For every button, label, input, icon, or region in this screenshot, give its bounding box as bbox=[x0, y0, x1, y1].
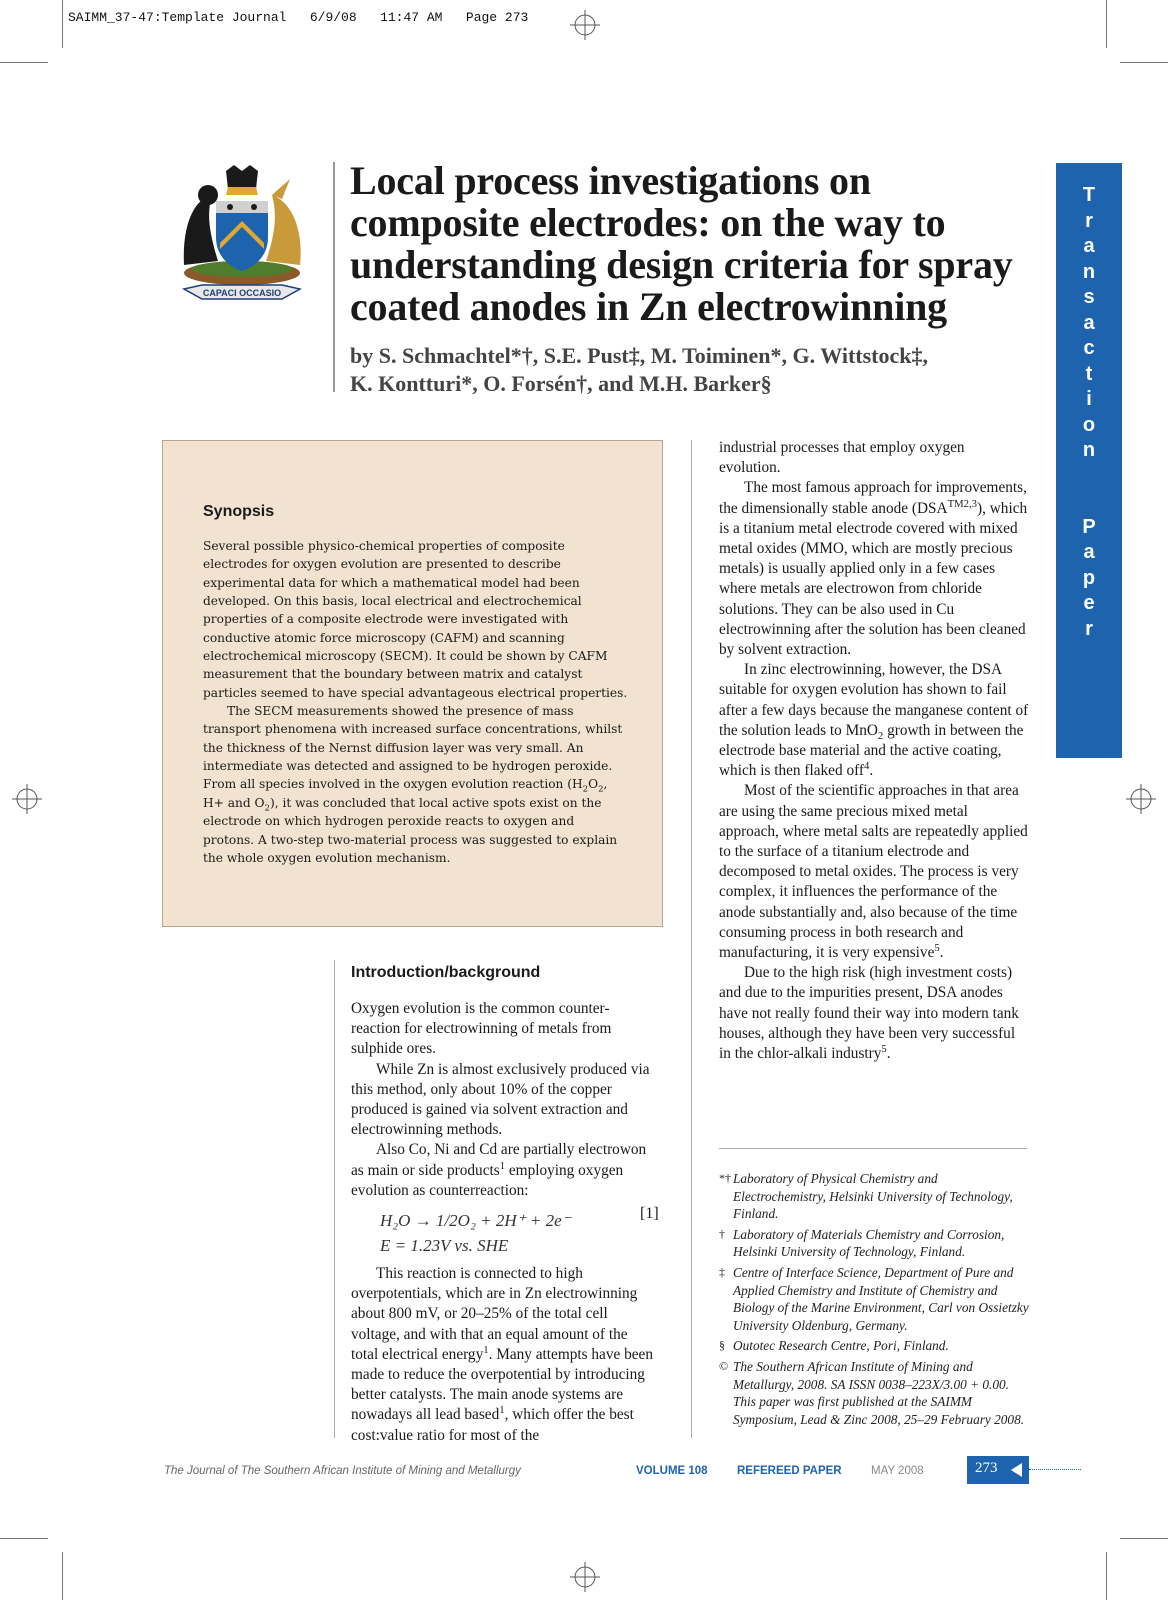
side-tab-letter bbox=[1056, 489, 1122, 515]
right-column-text bbox=[719, 438, 1029, 1064]
side-tab-letter: n bbox=[1082, 439, 1096, 461]
slug-file: SAIMM_37-47:Template Journal bbox=[68, 10, 287, 25]
footer-date: MAY 2008 bbox=[871, 1465, 924, 1477]
footnote: § Outotec Research Centre, Pori, Finland. bbox=[719, 1338, 949, 1354]
side-tab-letter: p bbox=[1082, 566, 1096, 589]
registration-mark-icon bbox=[570, 1562, 600, 1592]
side-tab-letter: s bbox=[1083, 286, 1095, 308]
crop-mark bbox=[0, 1538, 48, 1539]
crop-mark bbox=[1106, 0, 1107, 48]
crop-mark bbox=[62, 0, 63, 48]
print-slug bbox=[68, 10, 528, 25]
title-rule bbox=[333, 162, 335, 392]
side-tab-letter: n bbox=[1082, 260, 1096, 283]
registration-mark-icon bbox=[12, 784, 42, 814]
side-tab-letter: T bbox=[1082, 184, 1096, 206]
crop-mark bbox=[62, 1552, 63, 1600]
body-paragraph: The most famous approach for improvements, the dimensionally stable anode $(DSA^{TM2,3})$, which is a titanium metal electrode covered with mixed metal oxides (MMO, which are mostly precious metals) is usually applied only in a few cases where metals are electrowon from chloride solutions. They can be also used in Cu electrowinning after the solution has been cleaned by solvent extraction. bbox=[719, 479, 1028, 659]
footnote: ‡ Centre of Interface Science, Department of Pure and Applied Chemistry and Institute of Chemistry and Biology of the Marine Environment, Carl von Ossietzky University Oldenburg, Germany. bbox=[719, 1264, 1029, 1333]
intro-text bbox=[351, 999, 656, 1201]
equation-line: H₂O → 1/2O₂ + 2H⁺ + 2e⁻ bbox=[380, 1211, 571, 1230]
author-line: K. Kontturi*, O. Forsén†, and M.H. Barker§ bbox=[350, 371, 772, 396]
side-tab-label bbox=[1056, 183, 1122, 642]
footnote: *† Laboratory of Physical Chemistry and Electrochemistry, Helsinki University of Technology, Finland. bbox=[719, 1171, 1013, 1222]
body-paragraph: In zinc electrowinning, however, the DSA suitable for oxygen evolution has shown to fail after a few days because the manganese content of the solution leads to MnO$_2$ growth in between the electrode base material and the active coating, which is then flaked off$^4$. bbox=[719, 661, 1029, 780]
equation-line: E = 1.23V vs. SHE bbox=[380, 1236, 509, 1255]
logo-motto: CAPACI OCCASIO bbox=[202, 288, 282, 298]
side-tab-letter: t bbox=[1085, 362, 1093, 385]
column-rule bbox=[334, 960, 335, 1438]
side-tab-letter: P bbox=[1082, 515, 1096, 538]
page-title: Local process investigations on composite electrodes: on the way to understanding design criteria for spray coated anodes in Zn electrowinning bbox=[350, 158, 1013, 329]
side-tab-letter: a bbox=[1083, 235, 1095, 257]
equation-1 bbox=[380, 1208, 660, 1258]
page-number-box bbox=[967, 1456, 1029, 1484]
synopsis-paragraph: The SECM measurements showed the presence of mass transport phenomena with increased surface concentrations, whilst the thickness of the Nernst diffusion layer was very small. An intermediate was detected and assigned to be hydrogen peroxide. From all species involved in the oxygen evolution reaction ($H_2O_2$, H+ and $O_2$), it was concluded that local active spots exist on the electrode on which hydrogen peroxide reacts to oxygen and protons. A two-step two-material process was suggested to explain the whole oxygen evolution mechanism. bbox=[203, 704, 623, 865]
footnote: † Laboratory of Materials Chemistry and Corrosion, Helsinki University of Technology, Finland. bbox=[719, 1226, 1005, 1260]
footer-volume: VOLUME 108 bbox=[636, 1465, 708, 1477]
body-paragraph: industrial processes that employ oxygen evolution. bbox=[719, 439, 965, 477]
crop-mark bbox=[1120, 62, 1168, 63]
page-number: 273 bbox=[975, 1460, 998, 1476]
footnotes bbox=[719, 1170, 1029, 1431]
transaction-paper-tab bbox=[1056, 163, 1122, 758]
side-tab-letter bbox=[1056, 464, 1122, 490]
side-tab-letter: a bbox=[1083, 541, 1095, 563]
side-tab-letter: a bbox=[1083, 311, 1095, 334]
synopsis-heading: Synopsis bbox=[203, 503, 275, 520]
synopsis-box bbox=[162, 440, 663, 927]
synopsis-body bbox=[203, 537, 628, 867]
synopsis-paragraph: Several possible physico-chemical properties of composite electrodes for oxygen evolution are presented to describe experimental data for which a mathematical model had been developed. On this basis, local electrical and electrochemical properties of a composite electrode were investigated with conductive atomic force microscopy (CAFM) and scanning electrochemical microscopy (SECM). It could be shown by CAFM measurement that the boundary between matrix and catalyst particles seemed to have special advantageous electrical properties. bbox=[203, 539, 628, 700]
crop-mark bbox=[1106, 1552, 1107, 1600]
author-line: by S. Schmachtel*†, S.E. Pust‡, M. Toiminen*, G. Wittstock‡, bbox=[350, 343, 928, 368]
page-arrow-icon bbox=[1011, 1463, 1022, 1477]
registration-mark-icon bbox=[570, 10, 600, 40]
side-tab-letter: i bbox=[1086, 388, 1092, 410]
section-heading-introduction: Introduction/background bbox=[351, 964, 541, 981]
body-paragraph: Most of the scientific approaches in that area are using the same precious mixed metal approach, where metal salts are repeatedly applied to the surface of a titanium electrode and decomposed to metal oxides. The process is very complex, it influences the performance of the anode substantially and, also because of the time consuming process in both research and manufacturing, it is very expensive$^5$. bbox=[719, 782, 1028, 962]
body-paragraph: While Zn is almost exclusively produced via this method, only about 10% of the copper produced is gained via solvent extraction and electrowinning methods. bbox=[351, 1060, 650, 1139]
side-tab-letter: r bbox=[1085, 617, 1093, 640]
slug-time: 11:47 AM bbox=[380, 10, 443, 25]
intro-text-continued bbox=[351, 1264, 656, 1446]
side-tab-letter: r bbox=[1085, 209, 1093, 232]
body-paragraph: Oxygen evolution is the common counter-reaction for electrowinning of metals from sulphide ores. bbox=[351, 1000, 612, 1058]
footnote-rule bbox=[719, 1148, 1027, 1149]
registration-mark-icon bbox=[1126, 784, 1156, 814]
crop-mark bbox=[1120, 1538, 1168, 1539]
side-tab-letter: c bbox=[1083, 337, 1095, 359]
body-paragraph: Also Co, Ni and Cd are partially electrowon as main or side products$^1$ employing oxygen evolution as counterreaction: bbox=[351, 1141, 647, 1199]
slug-page: Page 273 bbox=[465, 10, 529, 25]
body-paragraph: Due to the high risk (high investment costs) and due to the impurities present, DSA anodes have not really found their way into modern tank houses, although they have been very successful in the chlor-alkali industry$^5$. bbox=[719, 964, 1019, 1063]
column-rule bbox=[691, 440, 692, 1438]
footer-dotted-rule bbox=[1029, 1469, 1081, 1470]
footer-refereed-label: REFEREED PAPER bbox=[737, 1465, 842, 1477]
side-tab-letter: e bbox=[1083, 592, 1095, 614]
body-paragraph: This reaction is connected to high overpotentials, which are in Zn electrowinning about 800 mV, or 20–25% of the total cell voltage, and with that an equal amount of the total electrical energy$^1$. Many attempts have been made to reduce the overpotential by introducing better catalysts. The main anode systems are nowadays all lead based$^1$, which offer the best cost:value ratio for most of the bbox=[351, 1265, 653, 1444]
footer-journal-name: The Journal of The Southern African Institute of Mining and Metallurgy bbox=[164, 1465, 521, 1477]
author-list bbox=[350, 342, 1030, 398]
footnote: © The Southern African Institute of Mining and Metallurgy, 2008. SA ISSN 0038–223X/3.00 + 0.00. This paper was first published at the SAIMM Symposium, Lead & Zinc 2008, 25–29 February 2008. bbox=[719, 1358, 1025, 1427]
equation-number: [1] bbox=[640, 1205, 659, 1222]
side-tab-letter: o bbox=[1082, 413, 1096, 436]
coat-of-arms-logo bbox=[172, 165, 312, 317]
slug-date: 6/9/08 bbox=[309, 10, 357, 25]
crop-mark bbox=[0, 62, 48, 63]
